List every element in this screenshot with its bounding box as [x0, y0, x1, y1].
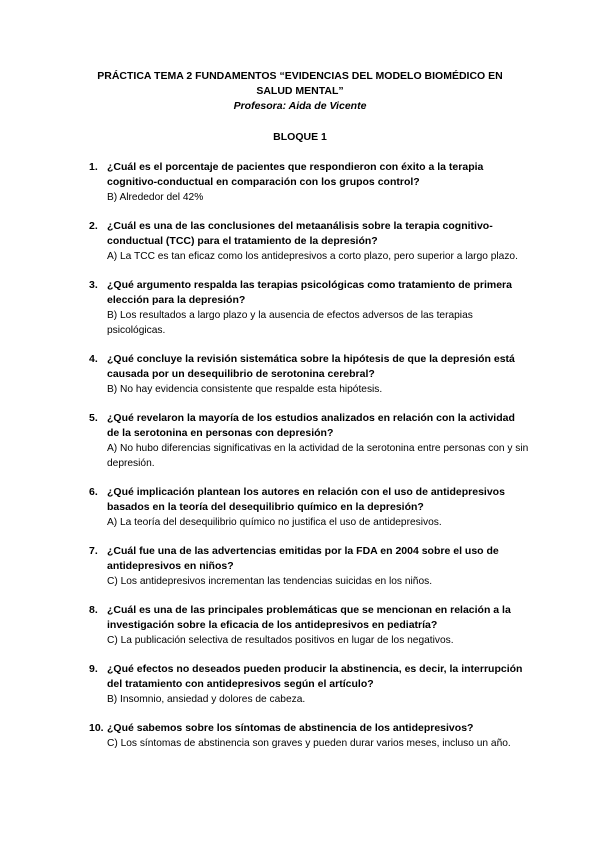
- question-number: 2.: [89, 220, 98, 232]
- answer-text: C) Los síntomas de abstinencia son graves y pueden durar varios meses, incluso un año.: [107, 738, 511, 749]
- answer-text: A) No hubo diferencias significativas en la actividad de la serotonina entre personas con y sin depresión.: [107, 443, 529, 469]
- answer-text: B) No hay evidencia consistente que respalde esta hipótesis.: [107, 384, 383, 395]
- question-text: ¿Qué implicación plantean los autores en relación con el uso de antidepresivos basados en la teoría del desequilibrio químico en la depresión?: [107, 486, 505, 513]
- question-item: [89, 721, 529, 751]
- answer-text: C) La publicación selectiva de resultados positivos en lugar de los negativos.: [107, 635, 454, 646]
- question-number: 5.: [89, 412, 98, 424]
- question-item: [89, 352, 529, 397]
- question-number: 8.: [89, 604, 98, 616]
- block-title: BLOQUE 1: [273, 131, 327, 143]
- question-number: 7.: [89, 545, 98, 557]
- answer-text: C) Los antidepresivos incrementan las tendencias suicidas en los niños.: [107, 576, 433, 587]
- question-number: 10.: [89, 722, 104, 734]
- question-number: 9.: [89, 663, 98, 675]
- question-text: ¿Qué revelaron la mayoría de los estudios analizados en relación con la actividad de la serotonina en personas con depresión?: [107, 412, 515, 439]
- answer-text: B) Los resultados a largo plazo y la ausencia de efectos adversos de las terapias psicológicas.: [107, 310, 473, 336]
- question-item: [89, 278, 529, 338]
- question-number: 6.: [89, 486, 98, 498]
- question-text: ¿Cuál fue una de las advertencias emitidas por la FDA en 2004 sobre el uso de antidepresivos en niños?: [107, 545, 499, 572]
- question-item: [89, 219, 529, 264]
- answer-text: A) La teoría del desequilibrio químico no justifica el uso de antidepresivos.: [107, 517, 442, 528]
- question-item: [89, 544, 529, 589]
- question-text: ¿Qué sabemos sobre los síntomas de abstinencia de los antidepresivos?: [107, 722, 474, 734]
- question-text: ¿Cuál es una de las principales problemáticas que se mencionan en relación a la investigación sobre la eficacia de los antidepresivos en pediatría?: [107, 604, 511, 631]
- question-list: [89, 160, 529, 751]
- question-item: [89, 411, 529, 471]
- document-header: [80, 69, 520, 114]
- question-number: 3.: [89, 279, 98, 291]
- question-text: ¿Qué concluye la revisión sistemática sobre la hipótesis de que la depresión está causada por un desequilibrio de serotonina cerebral?: [107, 353, 515, 380]
- answer-text: B) Insomnio, ansiedad y dolores de cabeza.: [107, 694, 306, 705]
- document-title-line-2: SALUD MENTAL”: [256, 85, 344, 97]
- question-item: [89, 662, 529, 707]
- question-item: [89, 603, 529, 648]
- question-number: 4.: [89, 353, 98, 365]
- teacher-name: Profesora: Aida de Vicente: [233, 100, 367, 112]
- document-title-line-1: PRÁCTICA TEMA 2 FUNDAMENTOS “EVIDENCIAS DEL MODELO BIOMÉDICO EN: [97, 70, 503, 82]
- question-number: 1.: [89, 161, 98, 173]
- question-text: ¿Cuál es una de las conclusiones del metaanálisis sobre la terapia cognitivo-conductual (TCC) para el tratamiento de la depresión?: [107, 220, 493, 247]
- question-text: ¿Qué argumento respalda las terapias psicológicas como tratamiento de primera elección para la depresión?: [107, 279, 512, 306]
- answer-text: A) La TCC es tan eficaz como los antidepresivos a corto plazo, pero superior a largo plazo.: [107, 251, 518, 262]
- question-text: ¿Cuál es el porcentaje de pacientes que respondieron con éxito a la terapia cognitivo-conductual en comparación con los grupos control?: [107, 161, 484, 188]
- question-item: [89, 485, 529, 530]
- answer-text: B) Alrededor del 42%: [107, 192, 204, 203]
- question-text: ¿Qué efectos no deseados pueden producir la abstinencia, es decir, la interrupción del tratamiento con antidepresivos según el artículo?: [107, 663, 523, 690]
- question-item: [89, 160, 529, 205]
